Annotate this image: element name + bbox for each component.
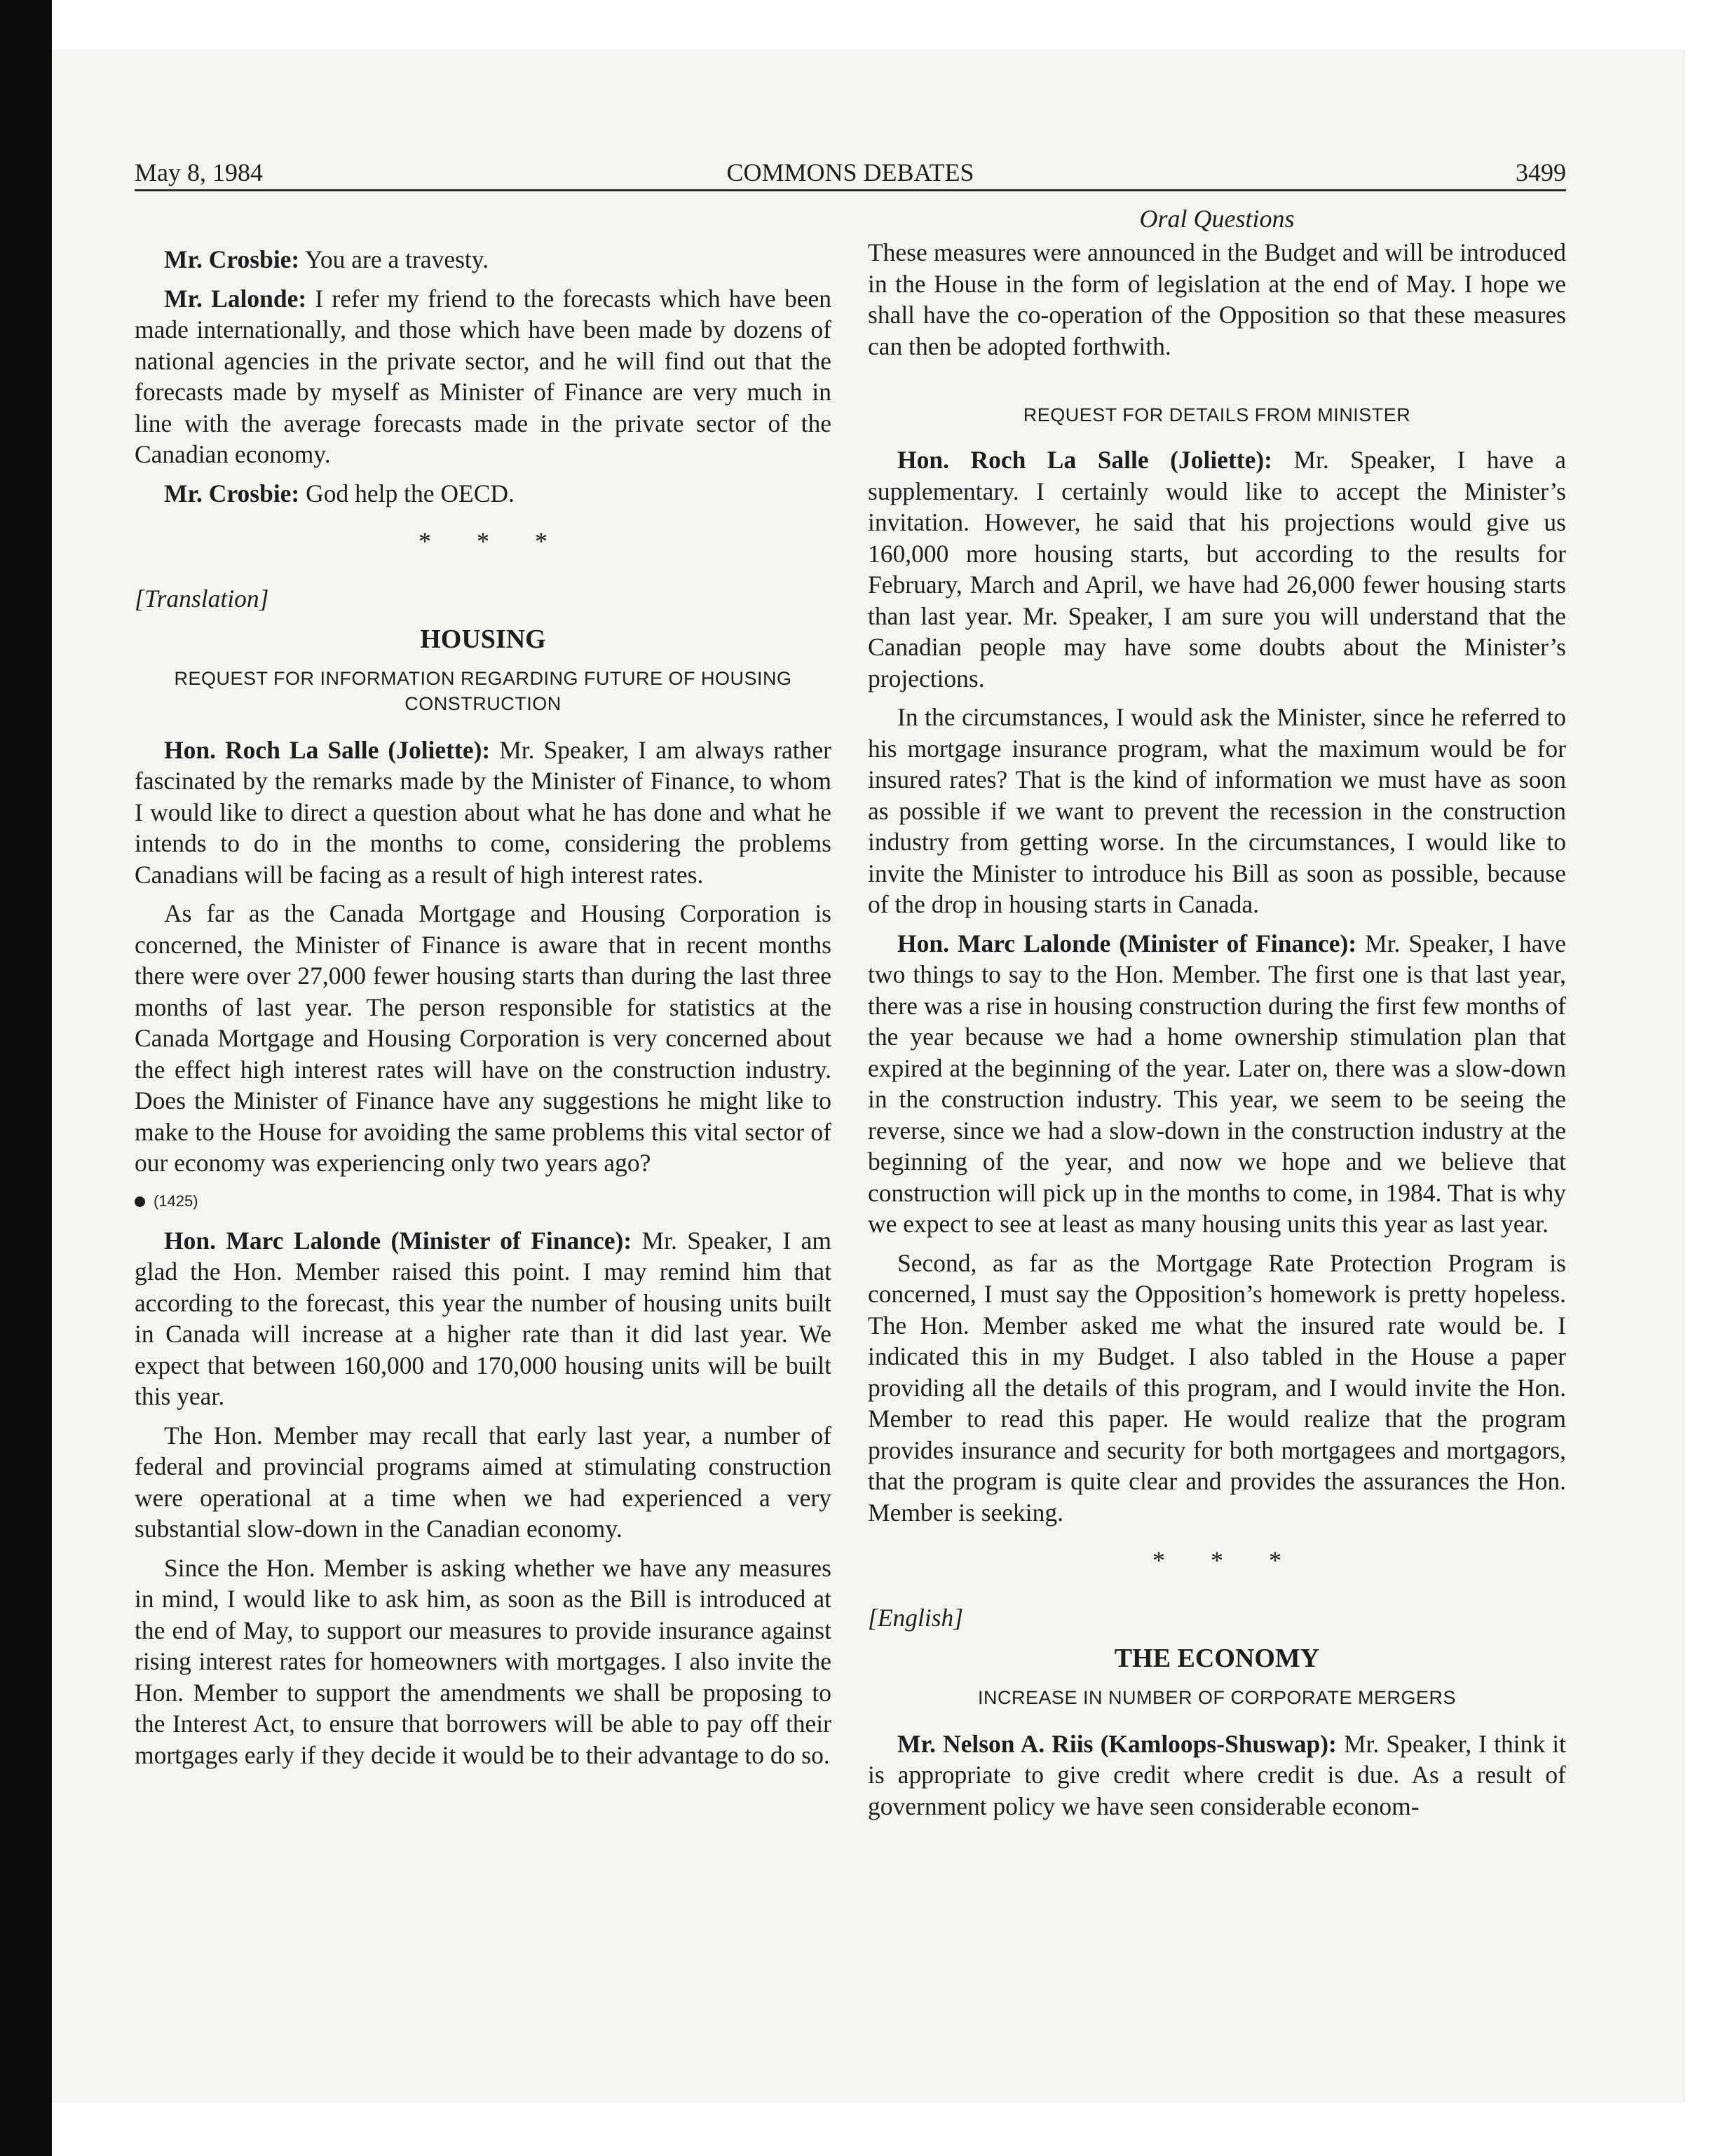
right-paragraph-3: In the circumstances, I would ask the Minister, since he referred to his mortgage insurance program, what the maximum would be for insured rates? That is the kind of information we must have as soon as possible if we want to prevent the recession in the construction industry from getting worse. In the circumstances, I would like to invite the Minister to introduce his Bill as soon as possible, because of the drop in housing starts in Canada. [868, 703, 1566, 918]
speaker-name: Hon. Marc Lalonde (Minister of Finance): [164, 1226, 632, 1255]
speaker-name: Mr. Crosbie: [164, 245, 300, 273]
right-column [868, 203, 1566, 1829]
bullet-dot-icon [135, 1196, 145, 1207]
time-stamp-text: (1425) [154, 1192, 198, 1210]
left-paragraph-4 [135, 735, 831, 891]
speech-text: Mr. Speaker, I have a supplementary. I certainly would like to accept the Minister’s invitation. However, he said that his projections would give us 160,000 more housing starts, but according to the results for February, March and April, we have had 26,000 fewer housing starts than last year. Mr. Speaker, I am sure you will understand that the Canadian people may have some doubts about the Minister’s projections. [868, 446, 1566, 692]
header-publication: COMMONS DEBATES [726, 158, 974, 186]
section-separator: * * * [1152, 1546, 1301, 1574]
section-heading-economy: THE ECONOMY [1114, 1643, 1320, 1673]
time-stamp [135, 1187, 831, 1215]
right-paragraph-6 [868, 1728, 1566, 1822]
speaker-name: Mr. Crosbie: [164, 479, 300, 507]
right-paragraph-4 [868, 928, 1566, 1240]
language-marker: [English] [868, 1604, 964, 1632]
speaker-name: Mr. Lalonde: [164, 284, 307, 313]
right-paragraph-2 [868, 444, 1566, 694]
header-page-number: 3499 [1516, 158, 1566, 186]
left-paragraph-3 [135, 478, 831, 510]
translation-marker: [Translation] [135, 585, 269, 613]
speech-text: Mr. Speaker, I am glad the Hon. Member raised this point. I may remind him that according to the forecast, this year the number of housing units built in Canada will increase at a higher rate than it did last year. We expect that between 160,000 and 170,000 housing units will be built this year. [135, 1226, 831, 1410]
left-paragraph-1 [135, 244, 831, 275]
scan-top-margin [52, 0, 1735, 49]
speech-text: Mr. Speaker, I am always rather fascinated by the remarks made by the Minister of Finance, to whom I would like to direct a question about what he has done and what he intends to do in the months to come, considering the problems Canadians will be facing as a result of high interest rates. [135, 735, 831, 889]
subheading-corporate-mergers: INCREASE IN NUMBER OF CORPORATE MERGERS [977, 1686, 1457, 1708]
running-header [135, 156, 1566, 191]
speaker-name: Hon. Roch La Salle (Joliette): [164, 735, 491, 764]
speaker-name: Hon. Roch La Salle (Joliette): [897, 446, 1272, 474]
header-date: May 8, 1984 [135, 158, 263, 186]
left-paragraph-2 [135, 283, 831, 470]
left-paragraph-6 [135, 1225, 831, 1412]
section-heading-housing: HOUSING [420, 624, 546, 654]
scan-edge-shadow [0, 0, 52, 2156]
right-paragraph-1: These measures were announced in the Budget and will be introduced in the House in the form of legislation at the end of May. I hope we shall have the co-operation of the Opposition so that these measures can then be adopted forthwith. [868, 238, 1566, 360]
speech-text: God help the OECD. [299, 479, 515, 507]
section-separator: * * * [419, 527, 567, 555]
section-title-oral-questions: Oral Questions [1139, 205, 1295, 233]
speaker-name: Hon. Marc Lalonde (Minister of Finance): [897, 929, 1357, 957]
speech-text: Mr. Speaker, I think it is appropriate to give credit where credit is due. As a result of government policy we have seen considerable econom- [868, 1729, 1566, 1820]
speaker-name: Mr. Nelson A. Riis (Kamloops-Shuswap): [897, 1729, 1337, 1758]
left-paragraph-8: Since the Hon. Member is asking whether we have any measures in mind, I would like to ask him, as soon as the Bill is introduced at the end of May, to support our measures to provide insurance against rising interest rates for homeowners with mortgages. I also invite the Hon. Member to support the amendments we shall be proposing to the Interest Act, to ensure that borrowers will be able to pay off their mortgages early if they decide it would be to their advantage to do so. [135, 1553, 831, 1769]
subheading-housing-request: REQUEST FOR INFORMATION REGARDING FUTURE OF HOUSING CONSTRUCTION [174, 667, 792, 714]
subheading-details-request: REQUEST FOR DETAILS FROM MINISTER [1023, 404, 1411, 425]
speech-text: Mr. Speaker, I have two things to say to the Hon. Member. The first one is that last year, there was a rise in housing construction during the first few months of the year because we had a home ownership stimulation plan that expired at the beginning of the year. Later on, there was a slow-down in the construction industry. This year, we seem to be seeing the reverse, since we had a slow-down in the construction industry at the beginning of the year, and now we hope and we believe that construction will pick up in the months to come, in 1984. That is why we expect to see at least as many housing units this year as last year. [868, 929, 1566, 1238]
left-paragraph-7: The Hon. Member may recall that early last year, a number of federal and provincial programs aimed at stimulating construction were operational at a time when we had experienced a very substantial slow-down in the Canadian economy. [135, 1421, 831, 1543]
speech-text: You are a travesty. [299, 245, 489, 273]
left-column [135, 244, 831, 1778]
left-paragraph-5: As far as the Canada Mortgage and Housing Corporation is concerned, the Minister of Finance is aware that in recent months there were over 27,000 fewer housing starts than during the last three months of last year. The person responsible for statistics at the Canada Mortgage and Housing Corporation is very concerned about the effect high interest rates will have on the construction industry. Does the Minister of Finance have any suggestions he might like to make to the House for avoiding the same problems this vital sector of our economy was experiencing only two years ago? [135, 899, 831, 1177]
speech-text: I refer my friend to the forecasts which have been made internationally, and those which have been made by dozens of national agencies in the private sector, and he will find out that the forecasts made by myself as Minister of Finance are very much in line with the average forecasts made in the private sector of the Canadian economy. [135, 284, 831, 468]
right-paragraph-5: Second, as far as the Mortgage Rate Protection Program is concerned, I must say the Opposition’s homework is pretty hopeless. The Hon. Member asked me what the insured rate would be. I indicated this in my Budget. I also tabled in the House a paper providing all the details of this program, and I would invite the Hon. Member to read this paper. He would realize that the program provides insurance and security for both mortgagees and mortgagors, that the program is quite clear and provides the assurances the Hon. Member is seeking. [868, 1248, 1566, 1527]
